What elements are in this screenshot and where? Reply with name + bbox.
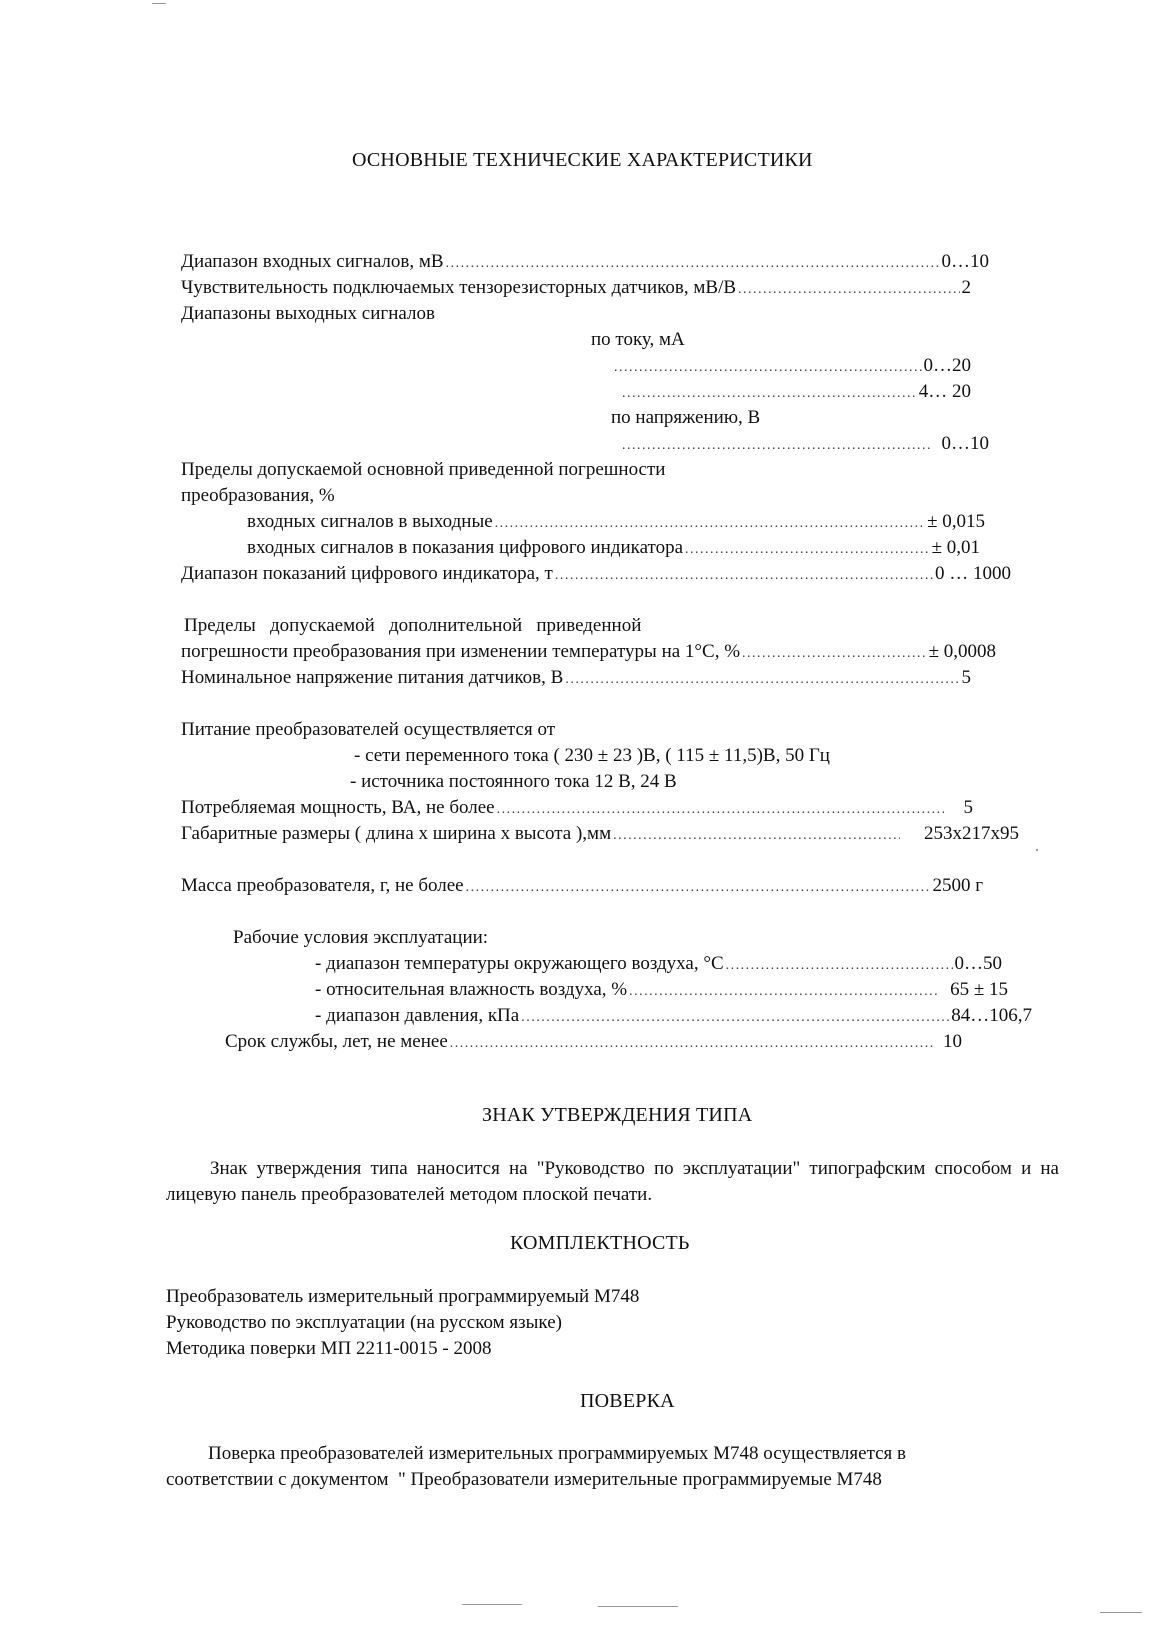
spec-value: ± 0,015 [927, 511, 985, 532]
spec-value: 0…10 [941, 433, 989, 454]
leader-dots [446, 252, 940, 276]
output-current-range-2 [620, 380, 971, 406]
type-approval-text: Знак утверждения типа наносится на "Руководство по эксплуатации" типографским способом и на лицевую панель преобразователей методом плоской печати. [166, 1158, 1059, 1205]
spec-value: 5 [961, 667, 971, 688]
page-title: ОСНОВНЫЕ ТЕХНИЧЕСКИЕ ХАРАКТЕРИСТИКИ [352, 149, 813, 171]
power-supply-label: Питание преобразователей осуществляется от [181, 719, 556, 740]
leader-dots [738, 278, 959, 302]
spec-label: входных сигналов в выходные [247, 511, 493, 532]
spec-label: Габаритные размеры ( длина х ширина х высота ),мм [181, 823, 612, 844]
spec-value: 0 … 1000 [935, 563, 1011, 584]
spec-label: Срок службы, лет, не менее [225, 1031, 448, 1052]
spec-value: 0…10 [941, 251, 989, 272]
leader-dots [495, 512, 925, 536]
spec-value: 4… 20 [918, 381, 971, 402]
output-current-label: по току, мА [591, 329, 685, 350]
output-voltage-range [620, 432, 989, 458]
output-current-range-1 [612, 354, 971, 380]
basic-error-label-line1: Пределы допускаемой основной приведенной погрешности [181, 459, 666, 480]
spec-value: 5 [963, 797, 973, 818]
leader-dots [742, 642, 927, 666]
scan-artifact [598, 1606, 678, 1607]
leader-dots [622, 434, 930, 458]
completeness-item: Руководство по эксплуатации (на русском языке) [166, 1312, 562, 1333]
completeness-item: Преобразователь измерительный программируемый М748 [166, 1286, 640, 1307]
spec-value: 2500 г [932, 875, 983, 896]
scan-artifact [462, 1604, 522, 1605]
leader-dots [450, 1032, 935, 1056]
spec-label: - диапазон температуры окружающего воздуха, °С [315, 953, 724, 974]
leader-dots [521, 1006, 949, 1030]
spec-label: погрешности преобразования при изменении температуры на 1°С, % [181, 641, 741, 662]
basic-error-item-1 [247, 510, 985, 536]
spec-value: 0…50 [954, 953, 1002, 974]
spec-power-consumption [181, 796, 973, 822]
basic-error-label-line2: преобразования, % [181, 485, 335, 506]
leader-dots [622, 382, 917, 406]
additional-error-line2 [181, 640, 996, 666]
spec-value: 253х217х95 [924, 823, 1019, 844]
type-approval-heading: ЗНАК УТВЕРЖДЕНИЯ ТИПА [482, 1104, 753, 1126]
scan-artifact [152, 3, 166, 4]
verification-text-line2: соответствии с документом " Преобразователи измерительные программируемые М748 [166, 1469, 882, 1490]
power-supply-dc: - источника постоянного тока 12 В, 24 В [350, 771, 677, 792]
leader-dots [466, 876, 931, 900]
spec-label: - диапазон давления, кПа [315, 1005, 520, 1026]
spec-value: ± 0,0008 [928, 641, 996, 662]
spec-value: 84…106,7 [951, 1005, 1032, 1026]
operating-pressure [315, 1004, 1032, 1030]
operating-humidity [315, 978, 1008, 1004]
basic-error-item-2 [247, 536, 980, 562]
spec-label: Масса преобразователя, г, не более [181, 875, 464, 896]
leader-dots [613, 824, 900, 848]
spec-label: Диапазон входных сигналов, мВ [181, 251, 444, 272]
spec-label: входных сигналов в показания цифрового индикатора [247, 537, 684, 558]
spec-value: 2 [961, 277, 971, 298]
spec-value: ± 0,01 [931, 537, 980, 558]
leader-dots [629, 980, 938, 1004]
leader-dots [685, 538, 930, 562]
spec-service-life [225, 1030, 962, 1056]
additional-error-label-line1: Пределы допускаемой дополнительной приведенной [184, 615, 642, 636]
leader-dots [497, 798, 944, 822]
leader-dots [614, 356, 922, 380]
spec-label: Чувствительность подключаемых тензорезисторных датчиков, мВ/В [181, 277, 737, 298]
spec-mass [181, 874, 983, 900]
spec-sensitivity [181, 276, 971, 302]
leader-dots [726, 954, 953, 978]
spec-dimensions [181, 822, 1019, 848]
leader-dots [555, 564, 933, 588]
operating-conditions-label: Рабочие условия эксплуатации: [233, 927, 489, 948]
spec-label: Диапазон показаний цифрового индикатора, т [181, 563, 553, 584]
leader-dots [565, 668, 959, 692]
spec-value: 65 ± 15 [950, 979, 1008, 1000]
spec-output-ranges-label: Диапазоны выходных сигналов [181, 303, 435, 324]
spec-value: 10 [943, 1031, 962, 1052]
spec-sensor-supply [181, 666, 971, 692]
spec-value: 0…20 [923, 355, 971, 376]
operating-temperature [315, 952, 1002, 978]
spec-label: Номинальное напряжение питания датчиков, В [181, 667, 564, 688]
scan-artifact [1100, 1612, 1142, 1613]
completeness-item: Методика поверки МП 2211-0015 - 2008 [166, 1338, 492, 1359]
output-voltage-label: по напряжению, В [611, 407, 761, 428]
completeness-heading: КОМПЛЕКТНОСТЬ [510, 1232, 690, 1254]
scan-speck [1036, 849, 1038, 851]
spec-label: Потребляемая мощность, ВА, не более [181, 797, 495, 818]
spec-input-range [181, 250, 989, 276]
power-supply-ac: - сети переменного тока ( 230 ± 23 )В, ( 115 ± 11,5)В, 50 Гц [354, 745, 830, 766]
spec-indicator-range [181, 562, 1011, 588]
spec-label: - относительная влажность воздуха, % [315, 979, 628, 1000]
verification-text-line1: Поверка преобразователей измерительных программируемых М748 осуществляется в [208, 1443, 907, 1464]
verification-heading: ПОВЕРКА [580, 1390, 675, 1412]
